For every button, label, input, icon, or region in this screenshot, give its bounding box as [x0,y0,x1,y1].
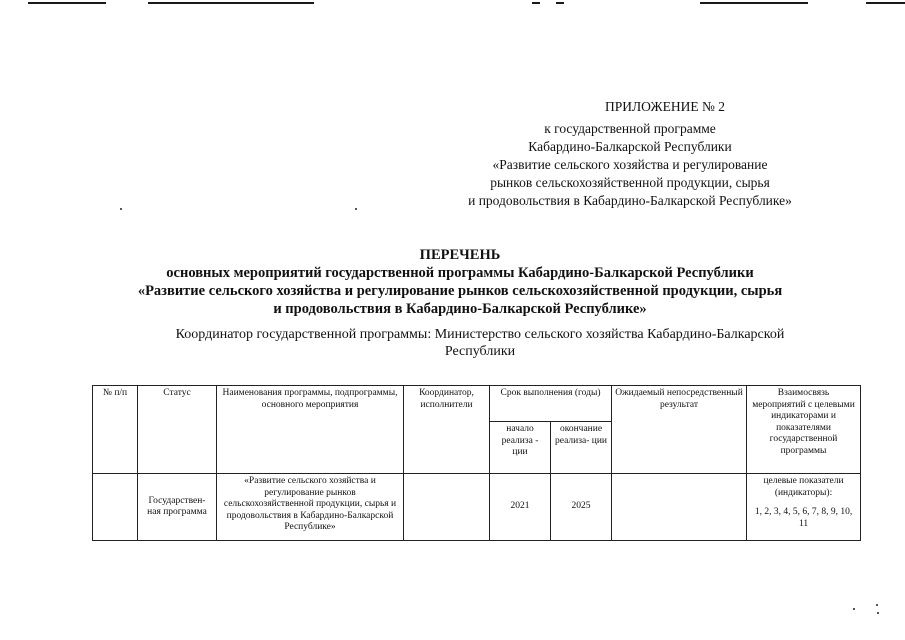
scan-line [532,2,540,4]
scan-line [148,2,314,4]
header-coordinator: Координатор, исполнители [404,386,490,474]
table-row [93,474,861,541]
scan-dot [877,612,879,614]
cell-coordinator [404,474,490,541]
title-line: основных мероприятий государственной программы Кабардино-Балкарской Республики [166,265,754,281]
cell-relation [747,474,861,541]
header-num: № п/п [93,386,138,474]
header-term: Срок выполнения (годы) [490,386,612,422]
cell-num [93,474,138,541]
header-relation: Взаимосвязь мероприятий с целевыми индикаторами и показателями государственной программы [747,386,861,474]
cell-status: Государствен- ная программа [138,474,217,541]
scan-line [700,2,808,4]
appendix-line: «Развитие сельского хозяйства и регулирование [492,157,768,172]
scan-dot [876,604,878,606]
scan-line [28,2,106,4]
relation-values: 1, 2, 3, 4, 5, 6, 7, 8, 9, 10, 11 [754,507,853,529]
title-line: и продовольствия в Кабардино-Балкарской Республике» [273,301,647,317]
scan-line [866,2,905,4]
title-line: «Развитие сельского хозяйства и регулирование рынков сельскохозяйственной продукции, сырья [137,283,783,299]
relation-label: целевые показатели (индикаторы): [763,476,844,498]
appendix-heading: ПРИЛОЖЕНИЕ № 2 [604,99,726,114]
scan-line [556,2,564,4]
scan-dot [120,208,122,210]
appendix-line: Кабардино-Балкарской Республики [528,139,732,154]
scan-dot [853,608,855,610]
header-end: окончание реализа- ции [551,422,612,474]
header-status: Статус [138,386,217,474]
document-title [60,246,860,318]
header-name: Наименования программы, подпрограммы, основного мероприятия [217,386,404,474]
coordinator-line: Республики [444,344,516,359]
header-result: Ожидаемый непосредственный результат [612,386,747,474]
appendix-line: и продовольствия в Кабардино-Балкарской Республике» [468,193,792,208]
appendix-line: к государственной программе [544,121,716,136]
cell-result [612,474,747,541]
coordinator-line: Координатор государственной программы: Министерство сельского хозяйства Кабардино-Балкарской [175,327,785,342]
cell-start: 2021 [490,474,551,541]
measures-table [92,385,861,541]
cell-name: «Развитие сельского хозяйства и регулирование рынков сельскохозяйственной продукции, сырья и продовольствия в Кабардино-Балкарской Республике» [217,474,404,541]
appendix-line: рынков сельскохозяйственной продукции, сырья [490,175,770,190]
title-line: ПЕРЕЧЕНЬ [419,247,501,263]
coordinator-block [120,326,840,360]
header-start: начало реализа - ции [490,422,551,474]
scan-dot [355,208,357,210]
appendix-block [440,98,820,210]
cell-end: 2025 [551,474,612,541]
